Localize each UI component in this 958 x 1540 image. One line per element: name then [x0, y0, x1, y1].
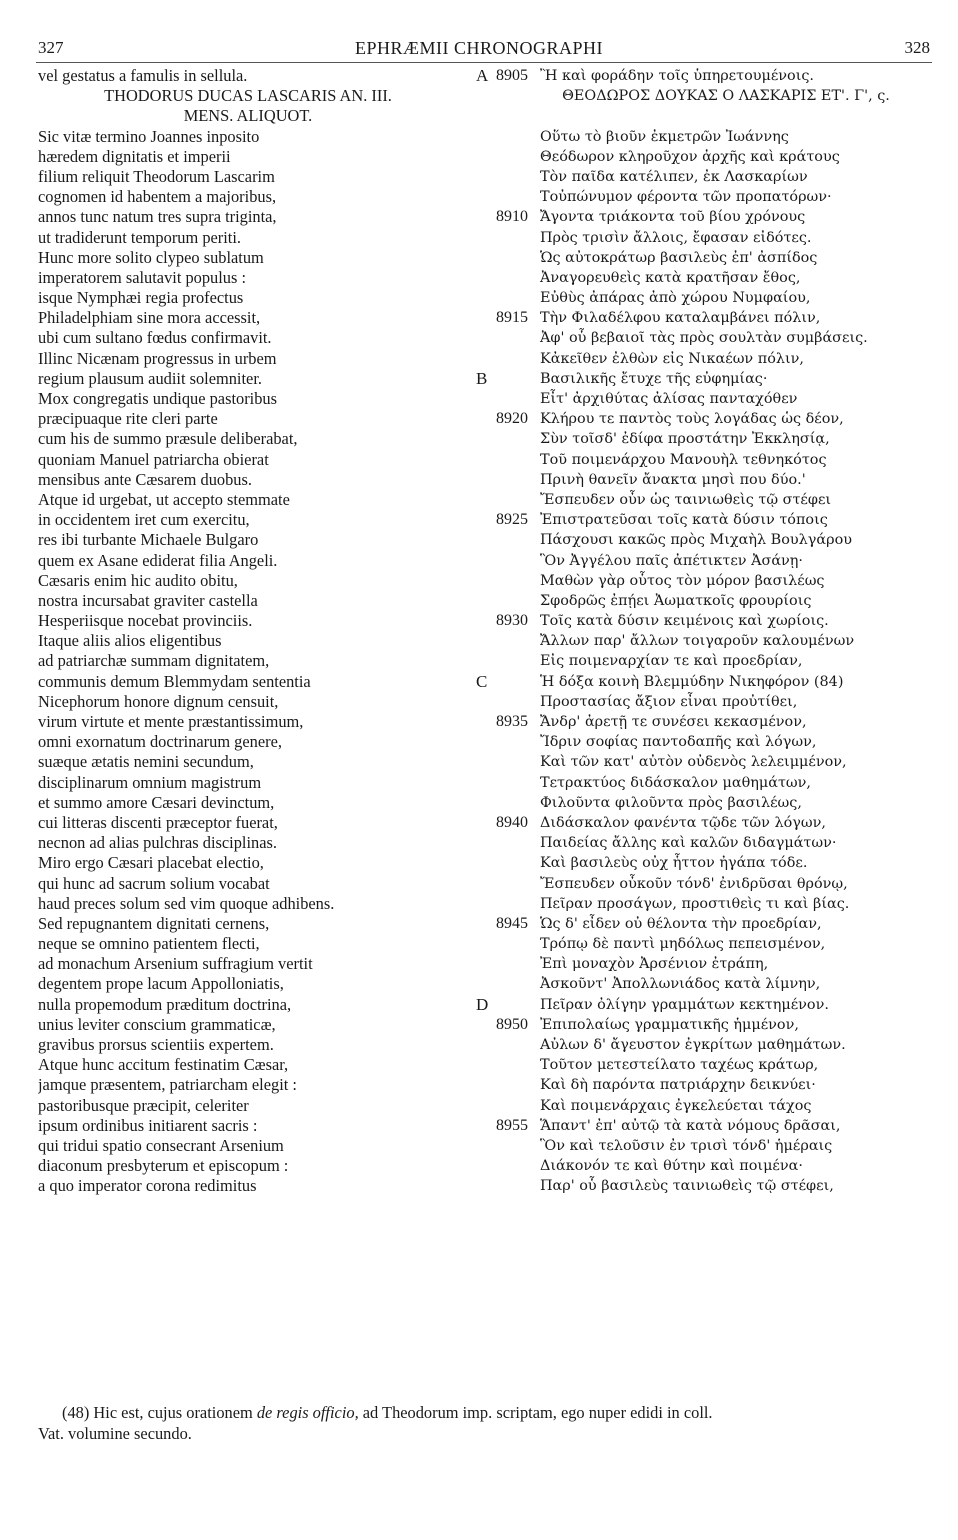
verse-text: Κἀκεῖθεν ἐλθὼν εἰς Νικαέων πόλιν, [540, 350, 804, 367]
greek-verse-line [476, 1116, 936, 1136]
page-number-left: 327 [38, 38, 64, 57]
page-number-right: 328 [904, 38, 930, 57]
verse-number: 8915 [496, 309, 528, 327]
verse-text: Σφοδρῶς ἐπῄει Ἀωματκοῖς φρουρίοις [540, 592, 812, 609]
greek-verse-line [476, 934, 936, 954]
verse-text: Πρὸς τρισὶν ἄλλοις, ἔφασαν εἰδότες. [540, 229, 812, 246]
greek-verse-line [476, 409, 936, 429]
greek-verse-line [476, 470, 936, 490]
verse-text: Ἄλλων παρ' ἄλλων τοιγαροῦν καλουμένων [540, 633, 855, 650]
verse-text: Εἰς ποιμεναρχίαν τε καὶ προεδρίαν, [540, 653, 803, 670]
latin-first-line: vel gestatus a famulis in sellula. [38, 66, 248, 85]
greek-verse-line [476, 894, 936, 914]
greek-verse-line [476, 450, 936, 470]
latin-verse-line: hæredem dignitatis et imperii [38, 146, 231, 166]
latin-verse-line: communis demum Blemmydam sententia [38, 671, 311, 691]
greek-verse-line [476, 127, 936, 147]
greek-verse-line [476, 490, 936, 510]
verse-text: Μαθὼν γὰρ οὗτος τὸν μόρον βασιλέως [540, 572, 825, 589]
greek-title-spacer [476, 106, 936, 126]
greek-verse-line [476, 167, 936, 187]
latin-verse-line: et summo amore Cæsari devinctum, [38, 792, 275, 812]
greek-verse-line [476, 752, 936, 772]
verse-text: Καὶ δὴ παρόντα πατριάρχην δεικνύει· [540, 1077, 816, 1094]
verse-text: Ὡς δ' εἶδεν οὐ θέλοντα τὴν προεδρίαν, [540, 915, 822, 932]
greek-verse-line [476, 1176, 936, 1196]
latin-verse-line: Atque id urgebat, ut accepto stemmate [38, 489, 290, 509]
greek-verse-line [476, 429, 936, 449]
greek-section-title: ΘΕΟΔΩΡΟΣ ΔΟΥΚΑΣ Ο ΛΑΣΚΑΡΙΣ ΕΤ'. Γ', ς. [562, 88, 890, 105]
verse-number: 8955 [496, 1116, 528, 1134]
greek-verse-line [476, 207, 936, 227]
greek-verse-line [476, 349, 936, 369]
verse-text: Πεῖραν ὀλίγην γραμμάτων κεκτημένον. [540, 996, 829, 1013]
greek-verse-line [476, 551, 936, 571]
section-marker: B [476, 368, 488, 388]
greek-verse-line [476, 147, 936, 167]
greek-verse-line [476, 288, 936, 308]
verse-text: Τρόπῳ δὲ παντὶ μηδόλως πεπεισμένον, [540, 936, 826, 953]
verse-text: Παρ' οὗ βασιλεὺς ταινιωθεὶς τῷ στέφει, [540, 1178, 834, 1195]
greek-verse-line [476, 631, 936, 651]
latin-verse-line: Sed repugnantem dignitati cernens, [38, 913, 270, 933]
verse-text: Τοῦ ποιμενάρχου Μανουὴλ τεθνηκότος [540, 451, 827, 468]
latin-verse-line: cognomen id habentem a majoribus, [38, 187, 277, 207]
greek-verse-line [476, 974, 936, 994]
greek-verse-line [476, 1015, 936, 1035]
greek-verse-line [476, 712, 936, 732]
verse-number: 8940 [496, 813, 528, 831]
latin-verse-line: ad monachum Arsenium suffragium vertit [38, 954, 313, 974]
verse-text: Τοῖς κατὰ δύσιν κειμένοις καὶ χωρίοις. [540, 613, 829, 630]
greek-verse-line [476, 651, 936, 671]
verse-text: Προστασίας ἄξιον εἶναι προὐτίθει, [540, 693, 798, 710]
latin-verse-line: præcipuaque rite cleri parte [38, 409, 218, 429]
latin-verse-line: Sic vitæ termino Joannes inposito [38, 126, 260, 146]
verse-text: Καὶ βασιλεὺς οὐχ ἧττον ἠγάπα τόδε. [540, 855, 808, 872]
latin-verse-line: degentem prope lacum Appolloniatis, [38, 974, 284, 994]
verse-text: Ὃν Ἀγγέλου παῖς ἀπέτικτεν Ἀσάνῃ· [540, 552, 804, 569]
greek-verse-line [476, 571, 936, 591]
verse-number: 8930 [496, 612, 528, 630]
verse-text: Τοὐπώνυμον φέροντα τῶν προπατόρων· [540, 189, 832, 206]
greek-verse-line [476, 1055, 936, 1075]
verse-text: Τὸν παῖδα κατέλιπεν, ἐκ Λασκαρίων [540, 168, 808, 185]
greek-verse-line [476, 874, 936, 894]
greek-verse-line [476, 793, 936, 813]
greek-verse-line [476, 672, 936, 692]
verse-number: 8925 [496, 511, 528, 529]
latin-verse-line: jamque præsentem, patriarcham elegit : [38, 1075, 297, 1095]
latin-verse-line: ut tradiderunt temporum periti. [38, 227, 242, 247]
greek-verse-line [476, 813, 936, 833]
latin-verse-line: pastoribusque præcipit, celeriter [38, 1095, 249, 1115]
greek-verse-line [476, 1156, 936, 1176]
section-marker: C [476, 671, 488, 691]
section-marker: D [476, 994, 489, 1014]
footnote-line-2: Vat. volumine secundo. [38, 1424, 192, 1443]
running-title: EPHRÆMII CHRONOGRAPHI [354, 38, 604, 58]
greek-verse-line [476, 248, 936, 268]
greek-verse-line [476, 853, 936, 873]
verse-text: Εὐθὺς ἀπάρας ἀπὸ χώρου Νυμφαίου, [540, 290, 811, 307]
latin-verse-line: quoniam Manuel patriarcha obierat [38, 449, 269, 469]
latin-verse-line: Illinc Nicænam progressus in urbem [38, 348, 277, 368]
verse-text: Καὶ τῶν κατ' αὐτὸν οὐδενὸς λελειμμένον, [540, 754, 847, 771]
verse-text: Ἀναγορευθεὶς κατὰ κρατῆσαν ἔθος, [540, 269, 801, 286]
greek-verse-line [476, 1075, 936, 1095]
verse-text: Διάκονόν τε καὶ θύτην καὶ ποιμένα· [540, 1158, 803, 1175]
latin-verse-line: quem ex Asane ediderat filia Angeli. [38, 550, 278, 570]
latin-verse-line: qui hunc ad sacrum solium vocabat [38, 873, 270, 893]
greek-column [476, 66, 936, 1197]
verse-text: Τὴν Φιλαδέλφου καταλαμβάνει πόλιν, [540, 310, 821, 327]
footnote-italic: de regis officio, [256, 1403, 359, 1422]
verse-text: Πεῖραν προσάγων, προστιθεὶς τι καὶ βίας. [540, 895, 850, 912]
latin-verse-line: Philadelphiam sine mora accessit, [38, 308, 261, 328]
latin-verse-line: filium reliquit Theodorum Lascarim [38, 166, 275, 186]
latin-verse-line: qui tridui spatio consecrant Arsenium [38, 1135, 284, 1155]
greek-verse-line [476, 228, 936, 248]
greek-verse-line [476, 833, 936, 853]
latin-column [38, 66, 458, 1197]
latin-verse-line: regium plausum audiit solemniter. [38, 368, 262, 388]
latin-verse-line: ubi cum sultano fœdus confirmavit. [38, 328, 272, 348]
verse-text: Σὺν τοῖσδ' ἐδίφα προστάτην Ἐκκλησίᾳ, [540, 431, 830, 448]
verse-text: Ἐπιστρατεῦσαι τοῖς κατὰ δύσιν τόποις [540, 512, 828, 529]
verse-number: 8905 [496, 67, 528, 84]
verse-text: Ἅπαντ' ἐπ' αὐτῷ τὰ κατὰ νόμους δρᾶσαι, [540, 1117, 841, 1134]
latin-verse-line: unius leviter conscium grammaticæ, [38, 1014, 276, 1034]
latin-verse-line: Miro ergo Cæsari placebat electio, [38, 853, 264, 873]
latin-section-subtitle: MENS. ALIQUOT. [183, 106, 313, 126]
verse-text: Φιλοῦντα φιλοῦντα πρὸς βασιλέως, [540, 794, 802, 811]
latin-verse-line: res ibi turbante Michaele Bulgaro [38, 530, 259, 550]
verse-number: 8935 [496, 713, 528, 730]
verse-number: 8920 [496, 410, 528, 428]
verse-text: Κλήρου τε παντὸς τοὺς λογάδας ὡς δέον, [540, 411, 844, 428]
verse-text: Αὐλων δ' ἄγευστον ἐγκρίτων μαθημάτων. [540, 1037, 846, 1053]
verse-text: Καὶ ποιμενάρχαις ἐγκελεύεται τάχος [540, 1097, 812, 1114]
greek-verse-line [476, 611, 936, 631]
latin-verse-line: gravibus prorsus scientiis expertem. [38, 1035, 274, 1054]
header-rule [36, 62, 932, 63]
latin-verse-line: disciplinarum omnium magistrum [38, 772, 262, 792]
latin-section-title: THODORUS DUCAS LASCARIS AN. III. [104, 86, 392, 106]
greek-verse-line [476, 995, 936, 1015]
latin-verse-line: omni exornatum doctrinarum genere, [38, 732, 282, 752]
latin-verse-line: in occidentem iret cum exercitu, [38, 510, 250, 530]
greek-verse-line [476, 510, 936, 530]
verse-text: Ἄνδρ' ἀρετῇ τε συνέσει κεκασμένον, [540, 714, 807, 730]
verse-text: Διδάσκαλον φανέντα τῷδε τῶν λόγων, [540, 814, 826, 831]
verse-text: Ἐπὶ μοναχὸν Ἀρσένιον ἐτράπη, [540, 956, 769, 973]
greek-verse-line [476, 773, 936, 793]
verse-text: Ἔσπευδεν οὖκοῦν τόνδ' ἐνιδρῦσαι θρόνῳ, [540, 875, 848, 892]
greek-verse-line [476, 1035, 936, 1055]
greek-verse-line [476, 914, 936, 934]
verse-number: 8945 [496, 914, 528, 932]
latin-verse-line: Nicephorum honore dignum censuit, [38, 691, 279, 711]
verse-text: Παιδείας ἄλλης καὶ καλῶν διδαγμάτων· [540, 835, 837, 852]
greek-verse-line [476, 268, 936, 288]
greek-verse-line [476, 1136, 936, 1156]
latin-verse-line: Hunc more solito clypeo sublatum [38, 247, 264, 267]
verse-number: 8950 [496, 1015, 528, 1033]
verse-text: Ἄγοντα τριάκοντα τοῦ βίου χρόνους [540, 209, 806, 226]
latin-verse-line: ipsum ordinibus initiarent sacris : [38, 1115, 258, 1135]
latin-verse-line: haud preces solum sed vim quoque adhibens. [38, 893, 335, 913]
latin-verse-line: virum virtute et mente præstantissimum, [38, 712, 304, 731]
latin-verse-line: nulla propemodum præditum doctrina, [38, 994, 292, 1014]
verse-text: Θεόδωρον κληροῦχον ἀρχῆς καὶ κράτους [540, 148, 840, 165]
verse-text: Οὕτω τὸ βιοῦν ἐκμετρῶν Ἰωάννης [540, 128, 789, 145]
latin-verse-line: nostra incursabat graviter castella [38, 590, 258, 610]
verse-text: Βασιλικῆς ἔτυχε τῆς εὐφημίας· [540, 370, 768, 387]
latin-verse-line: suæque ætatis nemini secundum, [38, 752, 254, 772]
section-marker: A [476, 66, 489, 85]
greek-verse-line [476, 328, 936, 348]
latin-verse-line: imperatorem salutavit populus : [38, 267, 247, 287]
verse-text: Ἡ δόξα κοινὴ Βλεμμύδην Νικηφόρον (84) [540, 673, 844, 690]
verse-text: Ὡς αὐτοκράτωρ βασιλεὺς ἐπ' ἀσπίδος [540, 249, 818, 266]
latin-verse-line: annos tunc natum tres supra triginta, [38, 207, 277, 227]
verse-text: Ὃν καὶ τελοῦσιν ἐν τρισὶ τόνδ' ἡμέραις [540, 1137, 833, 1154]
verse-text: Πάσχουσι κακῶς πρὸς Μιχαὴλ Βουλγάρου [540, 532, 852, 549]
greek-verse-line [476, 187, 936, 207]
verse-text: Τοῦτον μετεστείλατο ταχέως κράτωρ, [540, 1057, 819, 1074]
greek-verse-line [476, 530, 936, 550]
greek-verse-line [476, 1096, 936, 1116]
latin-verse-line: Hesperiisque nocebat provinciis. [38, 611, 253, 631]
greek-verse-line [476, 369, 936, 389]
greek-first-line [476, 66, 936, 86]
footnote [38, 1402, 928, 1444]
greek-verse-line [476, 732, 936, 752]
latin-verse-line: mensibus ante Cæsarem duobus. [38, 469, 252, 489]
verse-number: 8910 [496, 208, 528, 226]
latin-verse-line: Mox congregatis undique pastoribus [38, 389, 277, 408]
latin-verse-line: isque Nymphæi regia profectus [38, 288, 244, 308]
latin-verse-line: ad patriarchæ summam dignitatem, [38, 651, 270, 671]
verse-text: Ἴδριν σοφίας παντοδαπῆς καὶ λόγων, [540, 734, 817, 751]
verse-text: Ἀσκοῦντ' Ἀπολλωνιάδος κατὰ λίμνην, [540, 976, 821, 993]
latin-verse-line: necnon ad alias pulchras disciplinas. [38, 833, 277, 853]
verse-text: Ἔσπευδεν οὖν ὡς ταινιωθεὶς τῷ στέφει [540, 491, 832, 508]
greek-verse-line [476, 308, 936, 328]
verse-text: Ἢ καὶ φοράδην τοῖς ὑπηρετουμένοις. [540, 68, 814, 84]
footnote-number: (48) [62, 1403, 90, 1422]
verse-text: Τετρακτύος διδάσκαλον μαθημάτων, [540, 774, 811, 791]
greek-verse-line [476, 591, 936, 611]
footnote-text-post: ad Theodorum imp. scriptam, ego nuper edidi in coll. [362, 1403, 713, 1422]
verse-text: Εἶτ' ἀρχιθύτας ἀλίσας πανταχόθεν [540, 391, 798, 407]
greek-verse-line [476, 954, 936, 974]
latin-verse-line: Atque hunc accitum festinatim Cæsar, [38, 1055, 289, 1075]
footnote-text-pre: Hic est, cujus orationem [93, 1403, 253, 1422]
latin-verse-line: cui litteras discenti præceptor fuerat, [38, 812, 278, 832]
verse-text: Ἐπιπολαίως γραμματικῆς ἡμμένον, [540, 1016, 799, 1033]
latin-verse-line: a quo imperator corona redimitus [38, 1176, 257, 1196]
latin-verse-line: Cæsaris enim hic audito obitu, [38, 570, 238, 590]
greek-verse-line [476, 692, 936, 712]
latin-verse-line: neque se omnino patientem flecti, [38, 934, 260, 954]
verse-text: Ἀφ' οὗ βεβαιοῖ τὰς πρὸς σουλτὰν συμβάσεις. [540, 330, 868, 347]
latin-verse-line: cum his de summo præsule deliberabat, [38, 429, 298, 449]
verse-text: Πρινὴ θανεῖν ἄνακτα μησὶ που δύο.' [540, 471, 806, 488]
latin-verse-line: diaconum presbyterum et episcopum : [38, 1156, 289, 1176]
greek-verse-line [476, 389, 936, 409]
latin-verse-line: Itaque aliis alios eligentibus [38, 631, 222, 651]
